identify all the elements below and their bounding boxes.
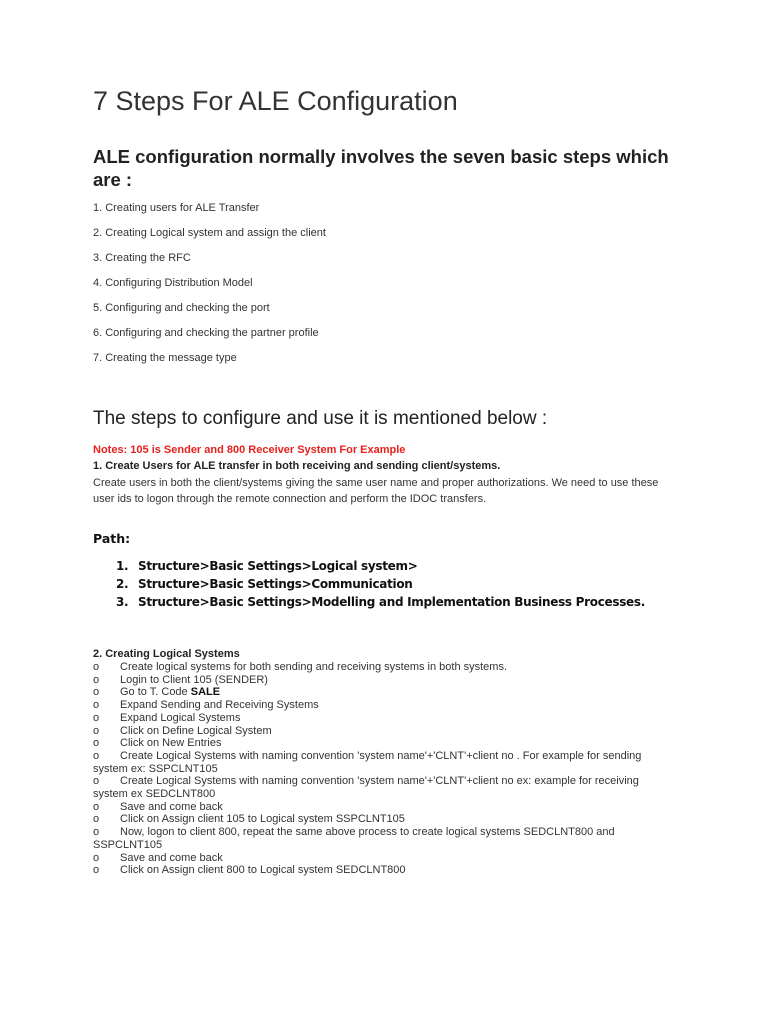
list-item: 3. Creating the RFC: [93, 252, 191, 264]
bullet-mark: o: [93, 800, 100, 813]
path-item-text: Structure>Basic Settings>Logical system>: [138, 559, 418, 573]
bullet-text: Expand Sending and Receiving Systems: [120, 699, 319, 712]
list-item: [93, 661, 653, 674]
bullet-text: Click on Assign client 105 to Logical system SSPCLNT105: [120, 813, 405, 826]
note-text: Notes: 105 is Sender and 800 Receiver System For Example: [93, 444, 406, 456]
bullet-mark: o: [93, 864, 100, 877]
list-item: [93, 737, 653, 750]
path-item-text: Structure>Basic Settings>Communication: [138, 577, 413, 591]
path-item-number: 3.: [116, 595, 129, 609]
page-title: 7 Steps For ALE Configuration: [93, 86, 458, 116]
list-item: [93, 801, 653, 814]
path-label: Path:: [93, 531, 131, 546]
bullet-mark: o: [93, 724, 100, 737]
bullet-text: Now, logon to client 800, repeat the same above process to create logical systems SEDCLNT800 and SSPCLNT105: [93, 826, 615, 851]
section2-heading: 2. Creating Logical Systems: [93, 648, 240, 660]
list-item: [93, 852, 653, 865]
step1-heading: 1. Create Users for ALE transfer in both receiving and sending client/systems.: [93, 460, 501, 472]
path-item: [116, 575, 645, 593]
bullet-mark: o: [93, 749, 100, 762]
list-item: [93, 813, 653, 826]
bullet-mark: o: [93, 737, 100, 750]
bullet-text: Create Logical Systems with naming convention 'system name'+'CLNT'+client no ex: example for receiving system ex SEDCLNT800: [93, 775, 639, 801]
list-item: [93, 864, 653, 877]
bullet-text: Save and come back: [120, 851, 223, 864]
step1-body: Create users in both the client/systems giving the same user name and proper authorizations. We need to use these user ids to logon through the remote connection and perform the IDOC transfers.: [93, 477, 659, 505]
bullet-text: Click on Define Logical System: [120, 724, 272, 737]
path-item-text: Structure>Basic Settings>Modelling and Implementation Business Processes.: [138, 595, 645, 609]
section-heading: The steps to configure and use it is mentioned below :: [93, 408, 548, 429]
list-item: [93, 725, 653, 738]
bullet-bold-text: SALE: [190, 686, 221, 699]
bullet-mark: o: [93, 673, 100, 686]
list-item: 1. Creating users for ALE Transfer: [93, 202, 260, 214]
bullet-text: Create logical systems for both sending and receiving systems in both systems.: [120, 661, 508, 673]
list-item: 5. Configuring and checking the port: [93, 302, 270, 314]
bullet-mark: o: [93, 826, 100, 839]
bullet-text: Login to Client 105 (SENDER): [120, 673, 268, 686]
bullet-text: Create Logical Systems with naming convention 'system name'+'CLNT'+client no . For example for sending system ex: SSPCLNT105: [93, 749, 642, 775]
bullet-mark: o: [93, 851, 100, 864]
bullet-mark: o: [93, 699, 100, 712]
bullet-text: Save and come back: [120, 800, 223, 813]
bullet-mark: o: [93, 711, 100, 724]
list-item: [93, 699, 653, 712]
bullet-mark: o: [93, 813, 100, 826]
bullet-mark: o: [93, 686, 100, 699]
list-item: [93, 826, 653, 851]
list-item: 6. Configuring and checking the partner profile: [93, 327, 319, 339]
path-item: [116, 593, 645, 611]
path-item-number: 2.: [116, 577, 129, 591]
bullet-mark: o: [93, 661, 100, 673]
list-item: [93, 775, 653, 800]
bullet-mark: o: [93, 775, 100, 788]
list-item: 2. Creating Logical system and assign the client: [93, 227, 326, 239]
section2-bullets: [93, 661, 653, 877]
bullet-text: Go to T. Code: [120, 686, 191, 699]
list-item: [93, 750, 653, 775]
list-item: [93, 712, 653, 725]
list-item: [93, 686, 653, 699]
path-list: [116, 557, 645, 611]
list-item: 7. Creating the message type: [93, 352, 237, 364]
bullet-text: Click on Assign client 800 to Logical system SEDCLNT800: [120, 864, 406, 877]
page-subtitle: ALE configuration normally involves the seven basic steps which are :: [93, 146, 669, 190]
bullet-text: Expand Logical Systems: [120, 711, 241, 724]
path-item: [116, 557, 645, 575]
list-item: [93, 674, 653, 687]
list-item: 4. Configuring Distribution Model: [93, 277, 253, 289]
path-item-number: 1.: [116, 559, 129, 573]
steps-list: [93, 202, 326, 377]
bullet-text: Click on New Entries: [120, 737, 222, 750]
